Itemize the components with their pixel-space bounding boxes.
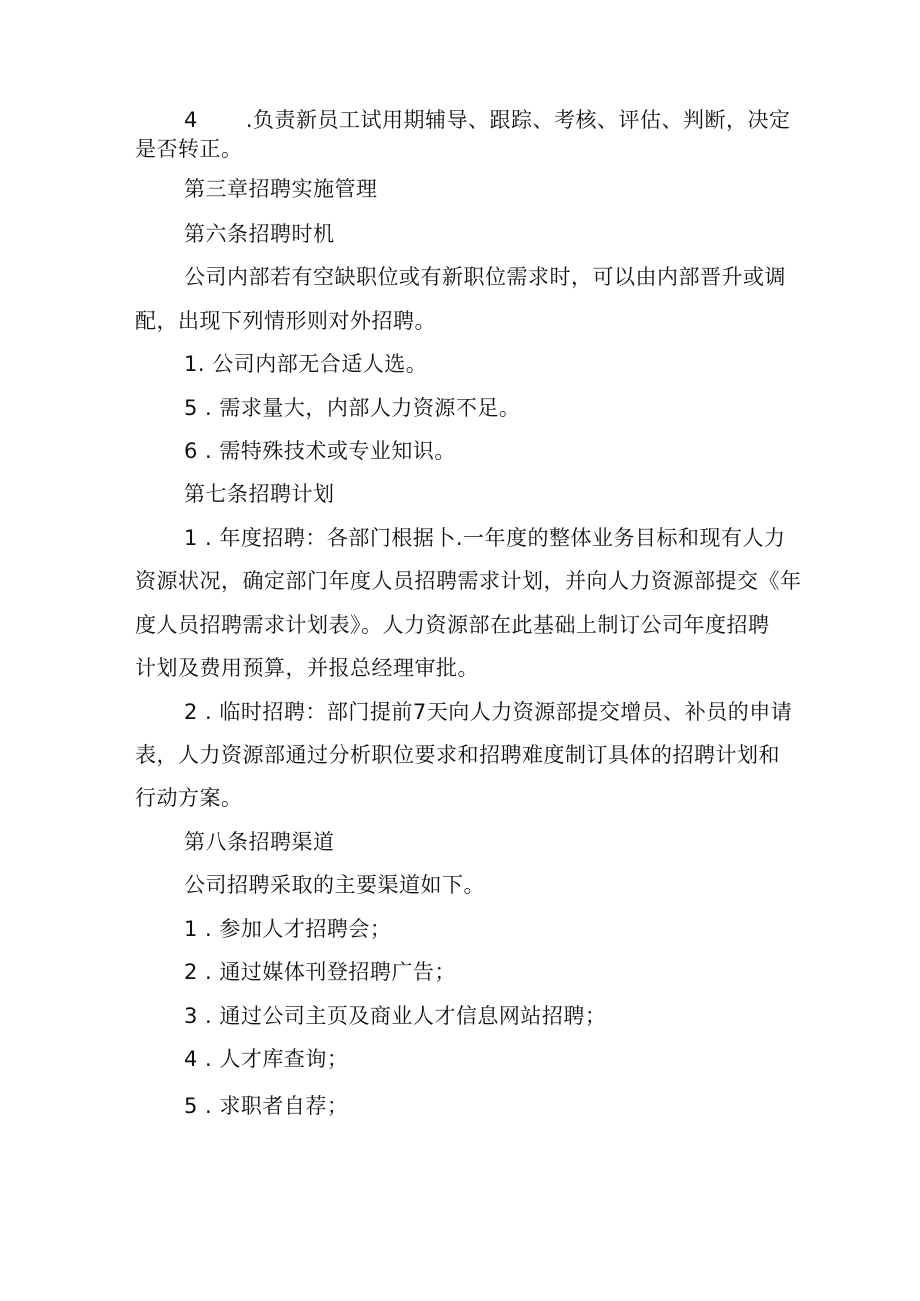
article-8-item-4: 4 . 人才库查询； [184, 1047, 349, 1071]
article-8-item-3: 3 . 通过公司主页及商业人才信息网站招聘； [184, 1004, 607, 1028]
article-6-title: 第六条招聘时机 [184, 222, 335, 246]
article-8-intro: 公司招聘采取的主要渠道如下。 [184, 873, 485, 897]
article-6-paragraph-line-2: 配，出现下列情形则对外招聘。 [135, 309, 436, 333]
article-8-item-2: 2 . 通过媒体刊登招聘广告； [184, 960, 456, 984]
article-8-title: 第八条招聘渠道 [184, 830, 335, 854]
article-7-item-2-line-1: 2 . 临时招聘：部门提前7天向人力资源部提交增员、补员的申请 [184, 700, 793, 724]
article-8-item-1: 1 . 参加人才招聘会； [184, 917, 392, 941]
article-6-item-5: 5 . 需求量大，内部人力资源不足。 [184, 396, 521, 420]
article-7-item-2-line-2: 表，人力资源部通过分析职位要求和招聘难度制订具体的招聘计划和 [135, 743, 780, 767]
chapter-3-heading: 第三章招聘实施管理 [184, 177, 378, 201]
article-7-item-1-line-1: 1 . 年度招聘：各部门根据卜.一年度的整体业务目标和现有人力 [184, 526, 786, 550]
article-6-item-6: 6 . 需特殊技术或专业知识。 [184, 439, 456, 463]
article-8-item-5: 5 . 求职者自荐； [184, 1094, 349, 1118]
article-7-item-2-line-3: 行动方案。 [135, 786, 243, 810]
article-7-title: 第七条招聘计划 [184, 482, 335, 506]
article-6-paragraph-line-1: 公司内部若有空缺职位或有新职位需求时，可以由内部晋升或调 [184, 265, 786, 289]
item-4-continuation: 是否转正。 [135, 137, 243, 161]
article-7-item-1-line-2: 资源状况，确定部门年度人员招聘需求计划，并向人力资源部提交《年 [135, 569, 802, 593]
article-7-item-1-line-3: 度人员招聘需求计划表》。人力资源部在此基础上制订公司年度招聘 [135, 613, 770, 637]
article-7-item-1-line-4: 计划及费用预算，并报总经理审批。 [135, 656, 479, 680]
article-6-item-1: 1. 公司内部无合适人选。 [184, 352, 428, 376]
item-4-number: 4 [184, 108, 198, 132]
item-4-text: .负责新员工试用期辅导、跟踪、考核、评估、判断，决定 [245, 108, 791, 132]
